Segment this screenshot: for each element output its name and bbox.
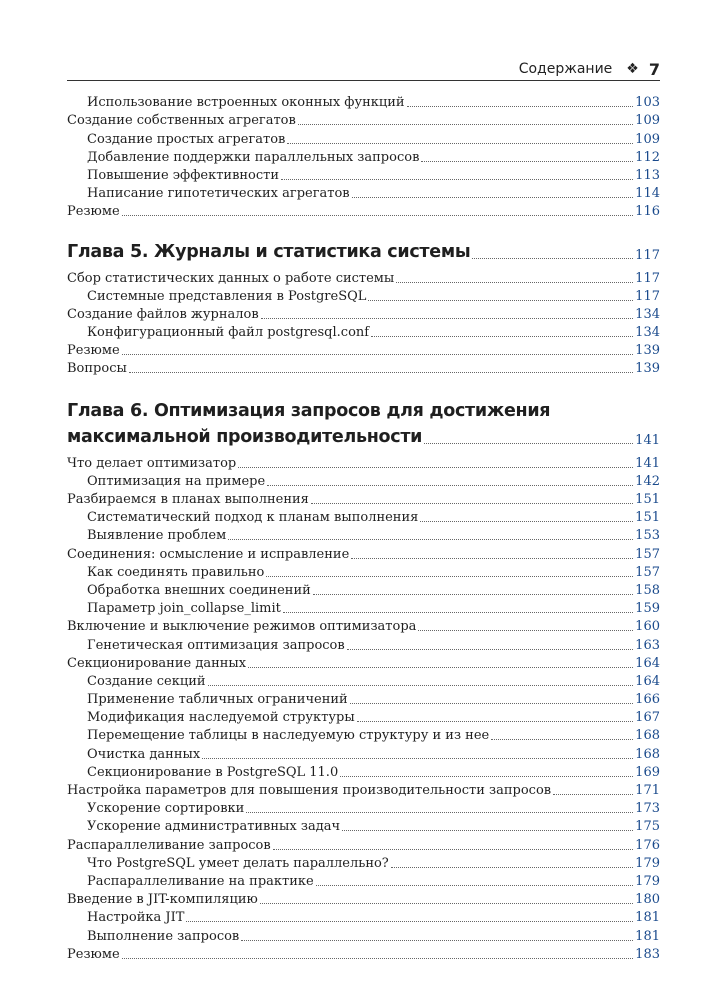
toc-entry[interactable]: [67, 509, 660, 527]
toc-entry-title: Резюме: [67, 343, 120, 359]
toc-entry[interactable]: [67, 836, 660, 854]
toc-entry-title: Параметр join_collapse_limit: [87, 601, 281, 617]
leader-dots: [371, 336, 633, 337]
leader-dots: [122, 958, 634, 959]
toc-entry[interactable]: [67, 873, 660, 891]
leader-dots: [281, 179, 633, 180]
toc-entry-page: 157: [635, 546, 660, 562]
toc-entry-title: Разбираемся в планах выполнения: [67, 492, 309, 507]
toc-entry-page: 117: [635, 270, 660, 286]
toc-entry[interactable]: [67, 306, 660, 324]
toc-entry-title: Настройка параметров для повышения производительности запросов: [67, 783, 552, 798]
toc-entry[interactable]: [67, 288, 660, 306]
leader-dots: [202, 758, 633, 759]
table-of-contents: [67, 94, 660, 964]
toc-entry-page: 109: [635, 131, 660, 147]
leader-dots: [357, 721, 633, 722]
toc-entry-page: 163: [635, 637, 660, 653]
toc-entry[interactable]: [67, 727, 660, 745]
toc-entry-page: 151: [635, 492, 660, 507]
toc-entry-title: Соединения: осмысление и исправление: [67, 546, 350, 562]
toc-entry-page: 158: [635, 582, 660, 598]
toc-entry-title: Создание собственных агрегатов: [67, 113, 296, 129]
toc-entry[interactable]: [67, 203, 660, 221]
toc-entry-page: 134: [635, 306, 660, 322]
toc-entry-title: Как соединять правильно: [87, 564, 265, 580]
toc-entry[interactable]: [67, 891, 660, 909]
toc-entry-page: 103: [635, 95, 660, 111]
toc-entry[interactable]: [67, 709, 660, 727]
leader-dots: [260, 903, 633, 904]
toc-entry-page: 113: [635, 167, 660, 183]
toc-entry-title: Вопросы: [67, 361, 127, 377]
chapter-page: 141: [635, 433, 660, 449]
toc-entry-page: 173: [635, 801, 660, 817]
toc-entry-page: 183: [635, 946, 660, 962]
toc-entry-title: Перемещение таблицы в наследуемую структуру и из нее: [87, 728, 490, 744]
leader-dots: [352, 197, 634, 198]
toc-entry-page: 139: [635, 343, 660, 359]
toc-entry-page: 141: [635, 455, 660, 471]
leader-dots: [350, 703, 633, 704]
leader-dots: [129, 372, 633, 373]
toc-entry[interactable]: [67, 927, 660, 945]
toc-entry[interactable]: [67, 946, 660, 964]
toc-entry-page: 153: [635, 528, 660, 544]
toc-entry-title: Секционирование данных: [67, 655, 247, 671]
toc-entry-page: 116: [635, 204, 660, 220]
leader-dots: [396, 282, 633, 283]
leader-dots: [472, 258, 633, 259]
toc-entry[interactable]: [67, 167, 660, 185]
toc-entry[interactable]: [67, 112, 660, 130]
toc-entry[interactable]: [67, 454, 660, 472]
toc-entry-title: Резюме: [67, 204, 120, 220]
toc-entry-page: 179: [635, 873, 660, 889]
toc-entry[interactable]: [67, 527, 660, 545]
toc-entry-title: Написание гипотетических агрегатов: [87, 186, 350, 202]
leader-dots: [298, 124, 633, 125]
leader-dots: [122, 215, 634, 216]
toc-block-chapter4-tail: [67, 94, 660, 221]
toc-entry-title: Очистка данных: [87, 746, 201, 762]
leader-dots: [238, 467, 633, 468]
leader-dots: [246, 812, 633, 813]
toc-entry-page: 159: [635, 601, 660, 617]
toc-entry-title: Добавление поддержки параллельных запросов: [87, 149, 420, 165]
toc-entry-page: 164: [635, 673, 660, 689]
chapter-title-line1: Глава 6. Оптимизация запросов для достижения: [67, 401, 551, 422]
toc-entry-title: Настройка JIT: [87, 910, 185, 926]
toc-entry[interactable]: [67, 909, 660, 927]
leader-dots: [351, 558, 633, 559]
toc-entry[interactable]: [67, 342, 660, 360]
toc-entry-page: 171: [635, 783, 660, 798]
toc-entry-title: Обработка внешних соединений: [87, 582, 311, 598]
header-rule: [67, 80, 660, 81]
leader-dots: [553, 794, 633, 795]
toc-entry-page: 180: [635, 892, 660, 908]
leader-dots: [424, 443, 633, 444]
toc-entry-page: 168: [635, 746, 660, 762]
toc-entry-title: Создание секций: [87, 673, 206, 689]
toc-entry-page: 117: [635, 288, 660, 304]
leader-dots: [248, 667, 633, 668]
leader-dots: [340, 776, 633, 777]
toc-entry-title: Распараллеливание на практике: [87, 873, 314, 889]
toc-entry-page: 164: [635, 655, 660, 671]
toc-entry-title: Выполнение запросов: [87, 928, 240, 944]
toc-entry[interactable]: [67, 545, 660, 563]
toc-entry-title: Оптимизация на примере: [87, 473, 266, 489]
toc-entry-title: Генетическая оптимизация запросов: [87, 637, 345, 653]
toc-entry[interactable]: [67, 764, 660, 782]
toc-entry-page: 176: [635, 837, 660, 853]
toc-entry-title: Резюме: [67, 946, 120, 962]
leader-dots: [267, 485, 633, 486]
toc-entry-page: 181: [635, 928, 660, 944]
diamond-ornament-icon: ❖: [626, 61, 639, 77]
toc-entry-title: Создание файлов журналов: [67, 306, 259, 322]
toc-entry-title: Использование встроенных оконных функций: [87, 95, 405, 111]
leader-dots: [391, 867, 633, 868]
toc-entry-title: Конфигурационный файл postgresql.conf: [87, 325, 370, 341]
toc-entry-page: 157: [635, 564, 660, 580]
chapter-title: Глава 5. Журналы и статистика системы: [67, 242, 471, 263]
toc-entry-title: Систематический подход к планам выполнения: [87, 510, 419, 526]
toc-entry[interactable]: [67, 673, 660, 691]
leader-dots: [418, 630, 633, 631]
toc-entry-title: Модификация наследуемой структуры: [87, 710, 355, 726]
toc-entry-page: 169: [635, 764, 660, 780]
header-section-title: Содержание: [518, 61, 613, 77]
leader-dots: [342, 830, 633, 831]
leader-dots: [287, 143, 633, 144]
toc-entry-title: Создание простых агрегатов: [87, 131, 286, 147]
toc-entry[interactable]: [67, 473, 660, 491]
toc-entry-page: 151: [635, 510, 660, 526]
toc-block-chapter6: [67, 454, 660, 963]
leader-dots: [273, 849, 633, 850]
toc-entry-title: Введение в JIT-компиляцию: [67, 892, 258, 908]
toc-entry[interactable]: [67, 745, 660, 763]
toc-entry[interactable]: [67, 855, 660, 873]
toc-entry-page: 181: [635, 910, 660, 926]
leader-dots: [311, 503, 633, 504]
toc-entry-page: 166: [635, 692, 660, 708]
toc-entry-title: Секционирование в PostgreSQL 11.0: [87, 764, 339, 780]
leader-dots: [421, 161, 633, 162]
toc-entry-page: 134: [635, 325, 660, 341]
leader-dots: [186, 921, 633, 922]
toc-entry-title: Что PostgreSQL умеет делать параллельно?: [87, 855, 389, 871]
toc-entry-title: Включение и выключение режимов оптимизатора: [67, 619, 417, 635]
toc-entry-title: Что делает оптимизатор: [67, 455, 237, 471]
toc-entry[interactable]: [67, 655, 660, 673]
toc-entry-page: 167: [635, 710, 660, 726]
toc-entry-page: 114: [635, 186, 660, 202]
toc-entry-title: Распараллеливание запросов: [67, 837, 271, 853]
leader-dots: [208, 685, 634, 686]
toc-entry-page: 139: [635, 361, 660, 377]
leader-dots: [316, 885, 633, 886]
toc-entry[interactable]: [67, 800, 660, 818]
leader-dots: [122, 354, 634, 355]
toc-entry-title: Ускорение сортировки: [87, 801, 245, 817]
toc-entry[interactable]: [67, 818, 660, 836]
leader-dots: [228, 539, 633, 540]
toc-entry[interactable]: [67, 618, 660, 636]
toc-entry[interactable]: [67, 269, 660, 287]
toc-block-chapter5: [67, 269, 660, 378]
running-header: [67, 58, 660, 80]
toc-entry-page: 142: [635, 473, 660, 489]
toc-entry-title: Применение табличных ограничений: [87, 692, 348, 708]
leader-dots: [266, 576, 633, 577]
toc-entry[interactable]: [67, 691, 660, 709]
toc-entry[interactable]: [67, 94, 660, 112]
toc-entry-page: 179: [635, 855, 660, 871]
toc-entry[interactable]: [67, 149, 660, 167]
leader-dots: [347, 649, 633, 650]
toc-entry[interactable]: [67, 582, 660, 600]
toc-entry[interactable]: [67, 491, 660, 509]
toc-entry-page: 175: [635, 819, 660, 835]
toc-entry-page: 160: [635, 619, 660, 635]
leader-dots: [261, 318, 634, 319]
toc-entry-page: 109: [635, 113, 660, 129]
toc-entry[interactable]: [67, 564, 660, 582]
toc-entry-title: Системные представления в PostgreSQL: [87, 288, 367, 304]
toc-entry[interactable]: [67, 600, 660, 618]
leader-dots: [491, 739, 633, 740]
toc-entry-title: Повышение эффективности: [87, 167, 280, 183]
chapter-5-heading[interactable]: [67, 239, 660, 265]
leader-dots: [241, 940, 633, 941]
toc-entry[interactable]: [67, 636, 660, 654]
leader-dots: [420, 521, 633, 522]
leader-dots: [283, 612, 633, 613]
page-number: 7: [648, 59, 660, 79]
chapter-page: 117: [635, 248, 660, 264]
leader-dots: [368, 300, 633, 301]
chapter-title-line2: максимальной производительности: [67, 427, 423, 448]
toc-entry-title: Ускорение административных задач: [87, 819, 341, 835]
toc-entry[interactable]: [67, 360, 660, 378]
toc-entry-title: Сбор статистических данных о работе системы: [67, 270, 395, 286]
toc-entry[interactable]: [67, 130, 660, 148]
toc-entry-title: Выявление проблем: [87, 528, 227, 544]
toc-entry[interactable]: [67, 185, 660, 203]
leader-dots: [407, 106, 634, 107]
toc-entry-page: 168: [635, 728, 660, 744]
toc-entry-page: 112: [635, 149, 660, 165]
toc-entry[interactable]: [67, 782, 660, 800]
toc-entry[interactable]: [67, 324, 660, 342]
leader-dots: [313, 594, 633, 595]
chapter-6-heading[interactable]: [67, 398, 660, 450]
